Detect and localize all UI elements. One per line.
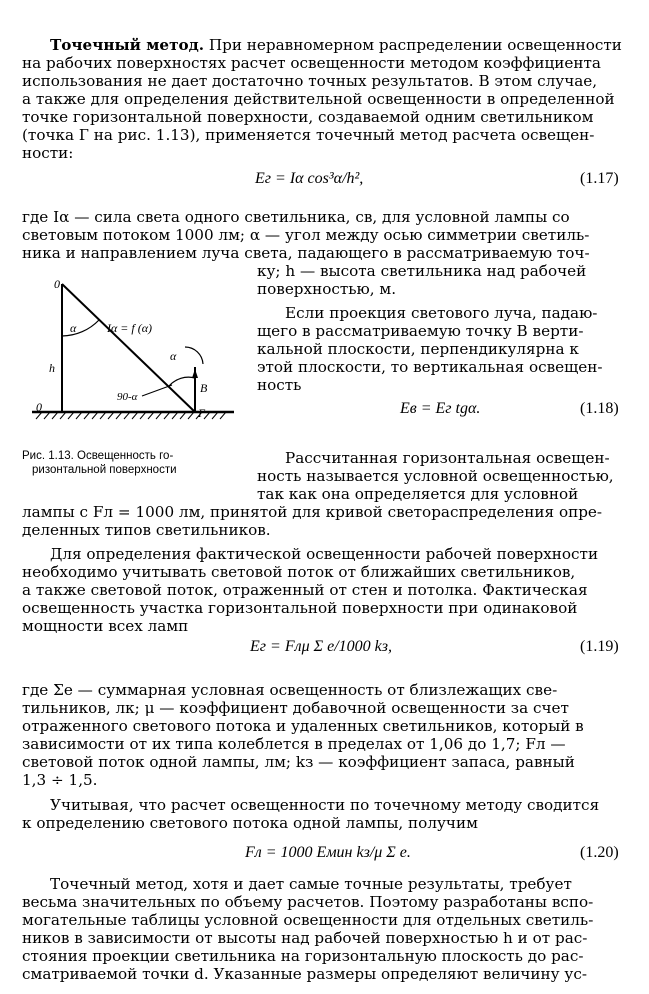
label-alpha-right: α — [170, 349, 177, 363]
equation-number-1-18: (1.18) — [580, 400, 619, 417]
paragraph-8-line-4: ников в зависимости от высоты над рабочей поверхностью h и от рас- — [22, 929, 588, 947]
equation-1-18: Eв = Eг tgα. — [400, 400, 481, 417]
paragraph-1-line-5: точке горизонтальной поверхности, создаваемой одним светильником — [22, 108, 594, 126]
equation-number-1-20: (1.20) — [580, 844, 619, 861]
paragraph-7-line-1: Учитывая, что расчет освещенности по точечному методу сводится — [50, 796, 600, 814]
paragraph-5-line-5: мощности всех ламп — [22, 617, 189, 635]
paragraph-2-line-3: ника и направлением луча света, падающего в рассматриваемую точ- — [22, 244, 590, 262]
label-alpha-top: α — [70, 321, 77, 335]
paragraph-5-line-1: Для определения фактической освещенности рабочей поверхности — [50, 545, 599, 563]
paragraph-3-line-1: Если проекция светового луча, падаю- — [285, 304, 598, 322]
paragraph-2-line-1: где Iα — сила света одного светильника, св, для условной лампы со — [22, 208, 570, 226]
paragraph-4-line-1: Рассчитанная горизонтальная освещен- — [285, 449, 610, 467]
paragraph-5-line-3: а также световой поток, отраженный от стен и потолка. Фактическая — [22, 581, 588, 599]
label-g: Г — [198, 406, 205, 420]
paragraph-4-line-3: так как она определяется для условной — [257, 485, 579, 503]
paragraph-6-line-1: где Σe — суммарная условная освещенность от близлежащих све- — [22, 681, 558, 699]
paragraph-5-line-4: освещенность участка горизонтальной поверхности при одинаковой — [22, 599, 578, 617]
paragraph-4-line-4: лампы с Fл = 1000 лм, принятой для кривой светораспределения опре- — [22, 503, 603, 521]
label-i-alpha: Iα = f (α) — [107, 321, 153, 335]
label-b: B — [200, 381, 208, 395]
paragraph-6-line-5: световой поток одной лампы, лм; kз — коэффициент запаса, равный — [22, 753, 575, 771]
paragraph-1-line-1: Точечный метод. При неравномерном распределении освещенности — [50, 36, 622, 54]
paragraph-1-line-4: а также для определения действительной освещенности в определенной — [22, 90, 615, 108]
alpha-arc-right — [185, 347, 203, 364]
label-90-minus-alpha: 90-α — [117, 391, 138, 403]
figure-1-13-diagram — [22, 272, 242, 432]
alpha-arc-top — [62, 320, 99, 336]
paragraph-5-line-2: необходимо учитывать световой поток от ближайших светильников, — [22, 563, 576, 581]
paragraph-8-line-1: Точечный метод, хотя и дает самые точные результаты, требует — [50, 875, 572, 893]
paragraph-2-line-4: ку; h — высота светильника над рабочей — [257, 262, 587, 280]
paragraph-8-line-6: сматриваемой точки d. Указанные размеры определяют величину ус- — [22, 965, 587, 983]
ninety-minus-alpha-arc — [169, 377, 195, 386]
paragraph-8-line-3: могательные таблицы условной освещенности для отдельных светиль- — [22, 911, 594, 929]
paragraph-6-line-6: 1,3 ÷ 1,5. — [22, 771, 98, 789]
equation-1-17: Eг = Iα cos³α/h², — [255, 170, 364, 187]
arrow-b-icon — [192, 369, 198, 378]
label-h: h — [49, 361, 55, 375]
paragraph-3-line-3: кальной плоскости, перпендикулярна к — [257, 340, 579, 358]
paragraph-3-line-5: ность — [257, 376, 302, 394]
paragraph-3-line-2: щего в рассматриваемую точку В верти- — [257, 322, 584, 340]
paragraph-8-line-5: стояния проекции светильника на горизонтальную плоскость до рас- — [22, 947, 584, 965]
paragraph-6-line-2: тильников, лк; μ — коэффициент добавочной освещенности за счет — [22, 699, 569, 717]
paragraph-1-line-7: ности: — [22, 144, 74, 162]
paragraph-2-line-5: поверхностью, м. — [257, 280, 397, 298]
equation-number-1-19: (1.19) — [580, 638, 619, 655]
paragraph-1-line-6: (точка Г на рис. 1.13), применяется точечный метод расчета освещен- — [22, 126, 595, 144]
figure-caption-line-2: ризонтальной поверхности — [32, 464, 177, 476]
paragraph-1-line-2: на рабочих поверхностях расчет освещенности методом коэффициента — [22, 54, 601, 72]
paragraph-7-line-2: к определению светового потока одной лампы, получим — [22, 814, 478, 832]
paragraph-8-line-2: весьма значительных по объему расчетов. Поэтому разработаны вспо- — [22, 893, 594, 911]
paragraph-6-line-3: отраженного светового потока и удаленных светильников, который в — [22, 717, 584, 735]
figure-caption-line-1: Рис. 1.13. Освещенность го- — [22, 450, 174, 462]
paragraph-1-line-3: использования не дает достаточно точных результатов. В этом случае, — [22, 72, 598, 90]
paragraph-4-line-2: ность называется условной освещенностью, — [257, 467, 614, 485]
leader-line — [142, 385, 172, 396]
paragraph-2-line-2: световым потоком 1000 лм; α — угол между осью симметрии светиль- — [22, 226, 590, 244]
paragraph-4-line-5: деленных типов светильников. — [22, 521, 271, 539]
equation-1-19: Eг = Fлμ Σ e/1000 kз, — [250, 638, 392, 655]
equation-number-1-17: (1.17) — [580, 170, 619, 187]
paragraph-6-line-4: зависимости от их типа колеблется в пределах от 1,06 до 1,7; Fл — — [22, 735, 566, 753]
section-title: Точечный метод. — [50, 36, 205, 54]
paragraph-3-line-4: этой плоскости, то вертикальная освещен- — [257, 358, 603, 376]
equation-1-20: Fл = 1000 Eмин kз/μ Σ e. — [245, 844, 411, 861]
label-o-floor: 0 — [36, 400, 42, 414]
label-o-top: 0 — [54, 277, 60, 291]
